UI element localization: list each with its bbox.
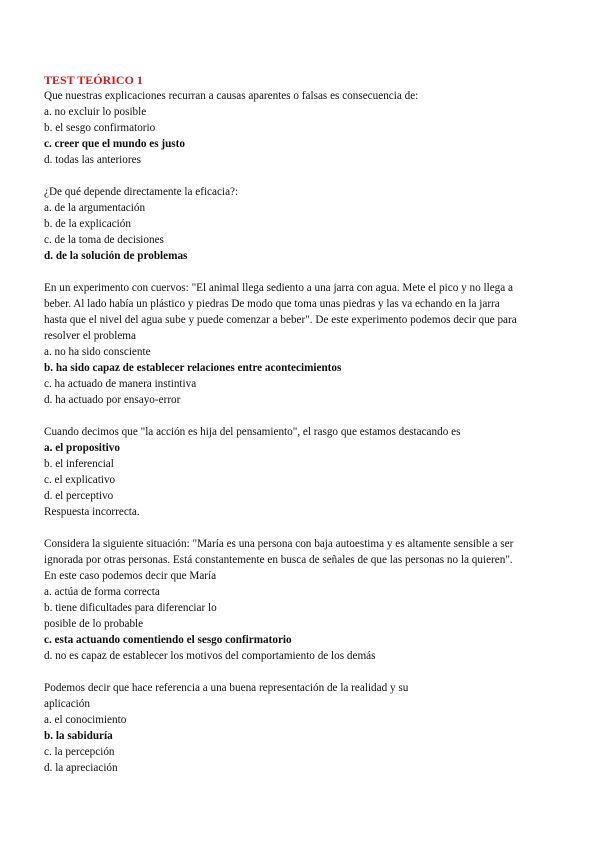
question-1-option-b: b. el sesgo confirmatorio	[44, 122, 156, 134]
question-5-option-b: b. tiene dificultades para diferenciar lo	[44, 602, 217, 614]
question-3-option-b: b. ha sido capaz de establecer relaciones entre acontecimientos	[44, 362, 342, 374]
question-5-option-a: a. actúa de forma correcta	[44, 586, 160, 598]
question-6-option-d: d. la apreciación	[44, 762, 118, 774]
question-4-option-d: d. el perceptivo	[44, 490, 114, 502]
question-6-option-c: c. la percepción	[44, 746, 115, 758]
question-5-text-line-3: En este caso podemos decir que María	[44, 570, 217, 582]
question-6-text-line-1: Podemos decir que hace referencia a una buena representación de la realidad y su	[44, 682, 409, 694]
question-5-option-c: c. esta actuando comentiendo el sesgo confirmatorio	[44, 634, 292, 646]
question-5	[44, 536, 564, 664]
question-1-option-c: c. creer que el mundo es justo	[44, 138, 185, 150]
question-2-option-a: a. de la argumentación	[44, 202, 146, 214]
question-2-option-c: c. de la toma de decisiones	[44, 234, 164, 246]
question-3-text-line-1: En un experimento con cuervos: "El animal llega sediento a una jarra con agua. Mete el pico y no llega a	[44, 282, 513, 294]
question-3-text-line-2: beber. Al lado había un plástico y piedras De modo que toma unas piedras y las va echando en la jarra	[44, 298, 500, 310]
question-2-option-d: d. de la solución de problemas	[44, 250, 188, 262]
question-3-option-c: c. ha actuado de manera instintiva	[44, 378, 197, 390]
question-5-text-line-1: Considera la siguiente situación: "María es una persona con baja autoestima y es altamente sensible a ser	[44, 538, 514, 550]
spacer	[44, 664, 564, 680]
question-4-option-b: b. el inferencial	[44, 458, 114, 470]
question-3-text-line-3: hasta que el nivel del agua sube y puede comenzar a beber". De este experimento podemos decir que para	[44, 314, 517, 326]
question-5-option-b-continued: posible de lo probable	[44, 618, 144, 630]
question-5-text-line-2: ignorada por otras personas. Está constantemente en busca de señales de que las personas no la quieren".	[44, 554, 513, 566]
question-5-option-d: d. no es capaz de establecer los motivos del comportamiento de los demás	[44, 650, 376, 662]
question-6	[44, 680, 564, 776]
question-3	[44, 280, 564, 408]
question-3-option-d: d. ha actuado por ensayo-error	[44, 394, 181, 406]
document-content	[44, 72, 564, 776]
question-1-option-d: d. todas las anteriores	[44, 154, 141, 166]
question-4-option-c: c. el explicativo	[44, 474, 116, 486]
spacer	[44, 168, 564, 184]
question-4-option-a: a. el propositivo	[44, 442, 120, 454]
spacer	[44, 264, 564, 280]
question-4	[44, 424, 564, 520]
question-3-option-a: a. no ha sido consciente	[44, 346, 151, 358]
question-2-option-b: b. de la explicación	[44, 218, 131, 230]
question-2	[44, 184, 564, 264]
question-6-option-a: a. el conocimiento	[44, 714, 127, 726]
test-title: TEST TEÓRICO 1	[44, 73, 143, 87]
spacer	[44, 408, 564, 424]
question-6-text-line-2: aplicación	[44, 698, 90, 710]
spacer	[44, 520, 564, 536]
question-1-text: Que nuestras explicaciones recurran a causas aparentes o falsas es consecuencia de:	[44, 90, 419, 102]
question-1-option-a: a. no excluir lo posible	[44, 106, 147, 118]
question-1	[44, 88, 564, 168]
question-2-text: ¿De qué depende directamente la eficacia?:	[44, 186, 239, 198]
question-4-text: Cuando decimos que "la acción es hija del pensamiento", el rasgo que estamos destacando es	[44, 426, 461, 438]
question-4-feedback: Respuesta incorrecta.	[44, 506, 140, 518]
question-3-text-line-4: resolver el problema	[44, 330, 136, 342]
question-6-option-b: b. la sabiduría	[44, 730, 113, 742]
